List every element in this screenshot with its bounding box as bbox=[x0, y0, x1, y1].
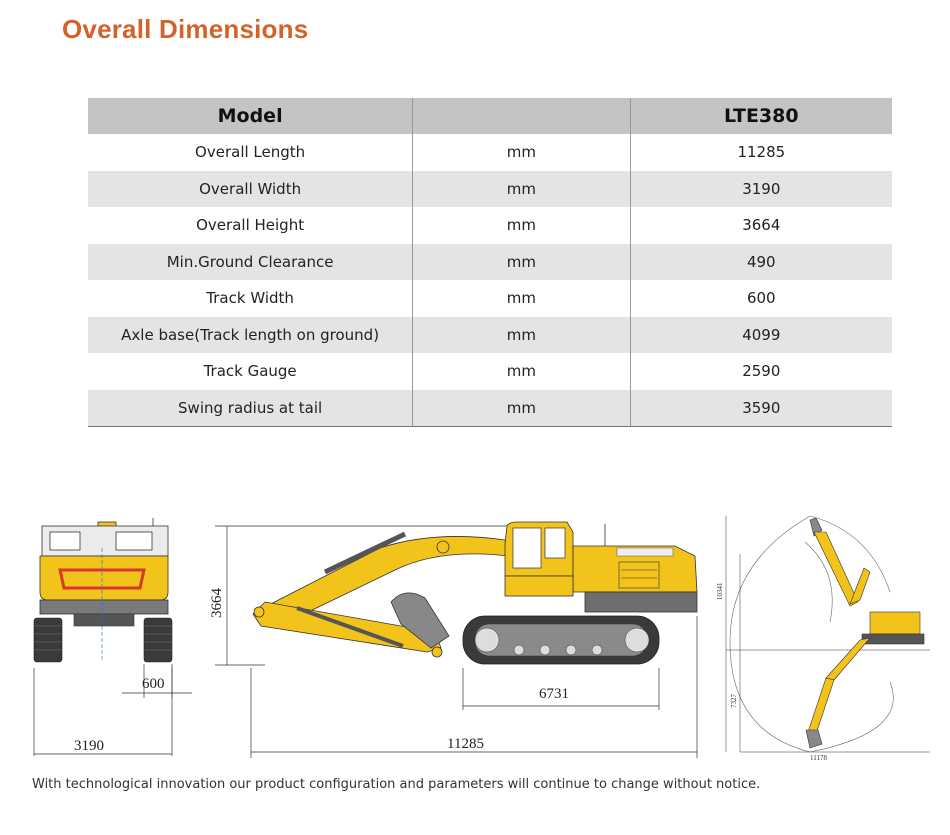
row-unit: mm bbox=[413, 134, 630, 171]
side-view-drawing bbox=[205, 512, 705, 764]
row-unit: mm bbox=[413, 390, 630, 427]
row-label: Track Width bbox=[88, 280, 413, 317]
row-label: Overall Length bbox=[88, 134, 413, 171]
row-unit: mm bbox=[413, 280, 630, 317]
specifications-table bbox=[88, 98, 892, 427]
table-row bbox=[88, 244, 892, 281]
side-overall-length-label: 11285 bbox=[447, 736, 484, 752]
header-unit bbox=[413, 98, 630, 134]
table-row bbox=[88, 390, 892, 427]
row-value: 3664 bbox=[742, 216, 781, 235]
side-track-length-label: 6731 bbox=[539, 686, 569, 702]
row-unit: mm bbox=[413, 207, 630, 244]
row-value: 2590 bbox=[742, 362, 781, 381]
page-title: Overall Dimensions bbox=[62, 14, 309, 44]
table-row bbox=[88, 134, 892, 171]
row-unit: mm bbox=[413, 171, 630, 208]
working-range-drawing bbox=[710, 512, 940, 762]
range-max-depth-label: 7327 bbox=[730, 694, 738, 708]
front-view-drawing bbox=[26, 508, 206, 760]
table-row bbox=[88, 280, 892, 317]
row-unit: mm bbox=[413, 244, 630, 281]
row-value: 490 bbox=[630, 244, 892, 281]
range-max-reach-label: 11178 bbox=[810, 754, 827, 762]
row-label: Swing radius at tail bbox=[88, 390, 413, 427]
table-row bbox=[88, 207, 892, 244]
disclaimer-text: With technological innovation our product configuration and parameters will continue to change without notice. bbox=[32, 777, 761, 792]
table-row bbox=[88, 317, 892, 354]
row-value: 4099 bbox=[630, 317, 892, 354]
row-label: Overall Height bbox=[88, 207, 413, 244]
row-value: 11285 bbox=[737, 143, 786, 162]
table-row bbox=[88, 171, 892, 208]
header-model: Model bbox=[88, 98, 413, 134]
front-overall-width-label: 3190 bbox=[74, 738, 104, 754]
table-row bbox=[88, 353, 892, 390]
front-track-width-label: 600 bbox=[142, 676, 165, 692]
side-height-label: 3664 bbox=[209, 588, 225, 618]
header-model-value: LTE380 bbox=[630, 98, 892, 134]
row-value: 3190 bbox=[630, 171, 892, 208]
table-header-row bbox=[88, 98, 892, 134]
row-label: Overall Width bbox=[88, 171, 413, 208]
row-unit: mm bbox=[413, 317, 630, 354]
range-max-height-label: 10341 bbox=[716, 582, 724, 600]
row-value: 600 bbox=[746, 289, 776, 308]
row-value: 3590 bbox=[630, 390, 892, 427]
row-label: Min.Ground Clearance bbox=[88, 244, 413, 281]
row-label: Track Gauge bbox=[88, 353, 413, 390]
row-label: Axle base(Track length on ground) bbox=[88, 317, 413, 354]
row-unit: mm bbox=[413, 353, 630, 390]
